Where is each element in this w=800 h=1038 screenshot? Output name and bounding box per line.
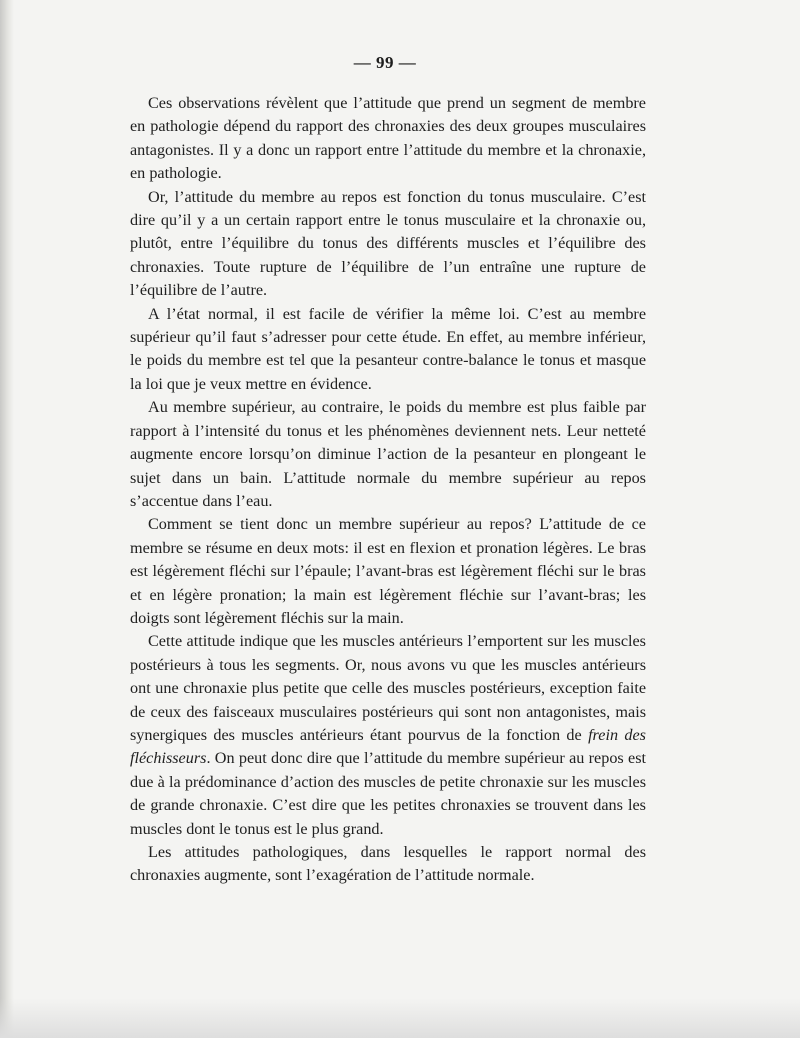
paragraph: A l’état normal, il est facile de vérifier la même loi. C’est au membre supérieur qu’il faut s’adresser pour cette étude. En effet, au membre inférieur, le poids du membre est tel que la pesanteur contre-balance le tonus et masque la loi que je veux mettre en évidence. xyxy=(130,304,646,393)
scan-edge-shadow xyxy=(0,0,14,1038)
body-text xyxy=(130,92,646,888)
paragraph-text: Cette attitude indique que les muscles antérieurs l’emportent sur les muscles postérieurs à tous les segments. Or, nous avons vu que les muscles antérieurs ont une chronaxie plus petite que celle des muscles postérieurs, exception faite de ceux des faisceaux musculaires postérieurs qui sont non antagonistes, mais synergiques des muscles antérieurs étant pourvus de la fonction de xyxy=(130,632,646,744)
italic-term: frein des fléchisseurs xyxy=(130,725,646,768)
paragraph: Or, l’attitude du membre au repos est fonction du tonus musculaire. C’est dire qu’il y a un certain rapport entre le tonus musculaire et la chronaxie ou, plutôt, entre l’équilibre du tonus des différents muscles et l’équilibre des chronaxies. Toute rupture de l’équilibre de l’un entraîne une rupture de l’équilibre de l’autre. xyxy=(130,187,646,300)
paragraph-text: . On peut donc dire que l’attitude du membre supérieur au repos est due à la prédominance d’action des muscles de petite chronaxie sur les muscles de grande chronaxie. C’est dire que les petites chronaxies se trouvent dans les muscles dont le tonus est le plus grand. xyxy=(130,749,646,838)
paragraph: Ces observations révèlent que l’attitude que prend un segment de membre en pathologie dépend du rapport des chronaxies des deux groupes musculaires antagonistes. Il y a donc un rapport entre l’attitude du membre et la chronaxie, en pathologie. xyxy=(130,94,646,183)
paragraph: Les attitudes pathologiques, dans lesquelles le rapport normal des chronaxies augmente, sont l’exagération de l’attitude normale. xyxy=(130,843,646,885)
paragraph xyxy=(130,630,646,841)
paragraph: Au membre supérieur, au contraire, le poids du membre est plus faible par rapport à l’intensité du tonus et les phénomènes deviennent nets. Leur netteté augmente encore lorsqu’on diminue l’action de la pesanteur en plongeant le sujet dans un bain. L’attitude normale du membre supérieur au repos s’accentue dans l’eau. xyxy=(130,398,646,510)
scan-bottom-shadow xyxy=(0,998,800,1038)
paragraph: Comment se tient donc un membre supérieur au repos? L’attitude de ce membre se résume en deux mots: il est en flexion et pronation légères. Le bras est légèrement fléchi sur l’épaule; l’avant-bras est légèrement fléchi sur le bras et en légère pronation; la main est légèrement fléchie sur l’avant-bras; les doigts sont légèrement fléchis sur la main. xyxy=(130,515,646,627)
page-number: — 99 — xyxy=(353,53,417,72)
